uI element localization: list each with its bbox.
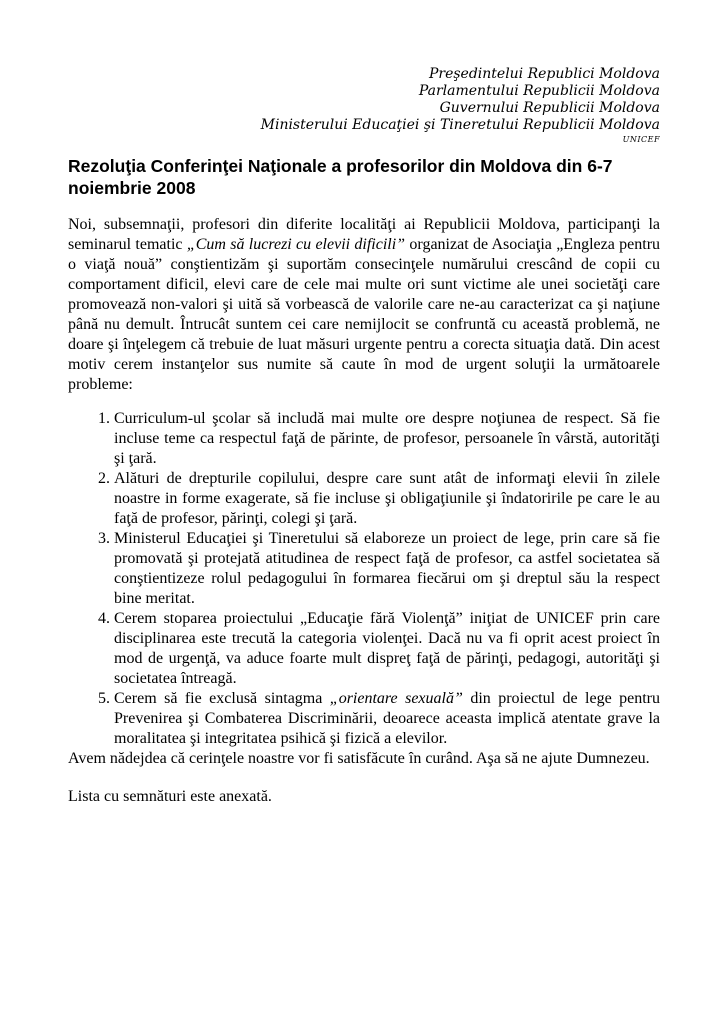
addressee-line: Guvernului Republicii Moldova [439,100,660,116]
demand-text: Cerem să fie exclusă sintagma [114,690,330,707]
demand-item: 1. Curriculum-ul şcolar să includă mai multe ore despre noţiunea de respect. Să fie incluse teme ca respectul faţă de părinte, de profesor, persoanele în vârstă, autorităţi şi ţară. [114,409,660,469]
demands-list [68,409,660,749]
intro-text-continued: organizat de Asociaţia „Engleza pentru o viaţă nouă” conştientizăm şi suportăm consecinţele numărului crescând de copii cu comportament dificil, elevi care de cele mai multe ori sunt victime ale unei societăţi care promovează non-valori şi uită să vorbească de valorile care ne-au caracterizat ca şi naţiune până nu demult. Întrucât suntem cei care nemijlocit se confruntă cu această problemă, ne doare şi înţelegem că trebuie de luat măsuri urgente pentru a corecta situaţia dată. Din acest motiv cerem instanţelor sus numite să caute în mod de urgent soluţii la următoarele probleme: [68,236,661,393]
document-title: Rezoluţia Conferinţei Naţionale a profesorilor din Moldova din 6-7 noiembrie 2008 [68,156,613,198]
demand-item [114,689,660,749]
signatures-note: Lista cu semnături este anexată. [68,788,272,805]
demand-text-continued: din proiectul de lege pentru Prevenirea şi Combaterea Discriminării, deoarece aceasta implică atentate grave la moralitatea şi integritatea psihică şi fizică a elevilor. [114,690,661,747]
addressee-block [68,66,660,145]
closing-paragraph: Avem nădejdea că cerinţele noastre vor fi satisfăcute în curând. Aşa să ne ajute Dumnezeu. [68,750,650,767]
seminar-title: „Cum să lucrezi cu elevii dificili” [186,236,406,253]
addressee-line: Preşedintelui Republici Moldova [428,66,660,82]
document-page [68,66,660,807]
intro-paragraph [68,215,660,395]
demand-item: 3. Ministerul Educaţiei şi Tineretului să elaboreze un proiect de lege, prin care să fie promovată şi protejată atitudinea de respect faţă de profesor, ca astfel societatea să conştientizeze rolul pedagogului în formarea fiecărui om şi dreptul său la respect bine meritat. [114,529,660,609]
demand-item: 4. Cerem stoparea proiectului „Educaţie fără Violenţă” iniţiat de UNICEF prin care disciplinarea este trecută la categoria violenţei. Dacă nu va fi oprit acest proiect în mod de urgenţă, va aduce foarte mult dispreţ faţă de părinţi, pedagogi, autorităţi şi societatea întreagă. [114,609,660,689]
intro-text: Noi, subsemnaţii, profesori din diferite localităţi ai Republicii Moldova, participanţi la seminarul tematic [68,216,660,253]
addressee-line: Ministerului Educaţiei şi Tineretului Republicii Moldova [260,117,660,133]
addressee-unicef: UNICEF [622,135,660,144]
demand-term: „orientare sexuală” [329,690,463,707]
addressee-line: Parlamentului Republicii Moldova [418,83,660,99]
demand-item: 2. Alături de drepturile copilului, despre care sunt atât de informaţi elevii în zilele noastre in forme exagerate, să fie incluse şi obligaţiunile şi îndatoririle pe care le au faţă de profesor, părinţi, colegi şi ţară. [114,469,660,529]
